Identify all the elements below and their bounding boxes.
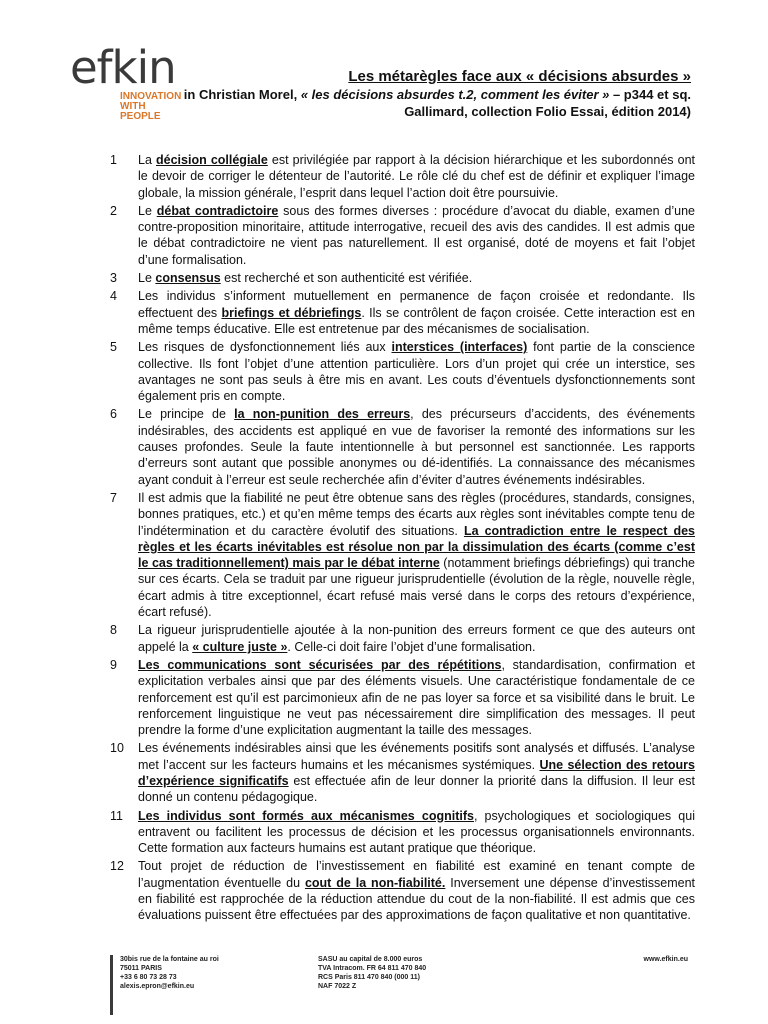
rule-text: Le principe de bbox=[138, 407, 235, 422]
rule-number: 1 bbox=[110, 153, 117, 167]
footer-line: RCS Paris 811 470 840 (000 11) bbox=[318, 974, 420, 981]
rule-text: font partie de la conscience collective. Ils font l’objet d’une attention particulière. Lors d’un projet qui crée un interstice, ses avantages ne sont pas seuls à être mis en avant. Les couts d’éventuels dysfonctionnements sont également pris en compte. bbox=[138, 340, 695, 404]
rule-keyword: « culture juste » bbox=[192, 639, 288, 654]
publisher-line: Gallimard, collection Folio Essai, édition 2014) bbox=[404, 104, 691, 119]
rule-text: , psychologiques et sociologiques qui entravent ou facilitent les processus de décision et les processus organisationnels environnants. Cette formation aux facteurs humains est autant pratique que théorique. bbox=[138, 808, 695, 856]
rule-text: est recherché et son authenticité est vérifiée. bbox=[220, 271, 473, 286]
footer-line: +33 6 80 73 28 73 bbox=[120, 974, 177, 981]
rule-number: 9 bbox=[110, 657, 117, 672]
footer-email: alexis.epron@efkin.eu bbox=[120, 983, 195, 990]
rule-text: La bbox=[138, 153, 157, 167]
rule-item bbox=[110, 657, 695, 738]
rule-keyword: consensus bbox=[155, 271, 221, 286]
logo-tagline-line: INNOVATION bbox=[120, 91, 182, 102]
rule-number: 10 bbox=[110, 741, 124, 756]
rule-text: . Celle-ci doit faire l’objet d’une formalisation. bbox=[287, 639, 536, 654]
rule-text: Les risques de dysfonctionnement liés aux bbox=[138, 340, 392, 355]
rule-item bbox=[110, 288, 695, 337]
rule-keyword: cout de la non-fiabilité. bbox=[304, 875, 446, 890]
rule-keyword: la non-punition des erreurs bbox=[234, 407, 411, 422]
rule-keyword: Les individus sont formés aux mécanismes cognitifs bbox=[138, 808, 474, 823]
rule-number: 8 bbox=[110, 623, 117, 638]
reference-prefix: in Christian Morel, bbox=[183, 87, 301, 102]
rule-item bbox=[110, 490, 695, 620]
rule-text: (notamment briefings débriefings) qui tranche sur ces écarts. Cela se traduit par une rigueur jurisprudentielle (évolution de la règle, nouvelle règle, écart admis à titre exceptionnel, écart refusé mais versé dans le corps des retours d’expérience, écart refusé). bbox=[138, 556, 695, 620]
rule-keyword: Les communications sont sécurisées par des répétitions bbox=[138, 657, 502, 672]
rule-item bbox=[110, 152, 695, 201]
reference-book-title: « les décisions absurdes t.2, comment les éviter » bbox=[300, 87, 610, 102]
rule-item bbox=[110, 203, 695, 268]
rule-item bbox=[110, 406, 695, 487]
footer-line: 75011 PARIS bbox=[120, 965, 162, 972]
logo-tagline-line: WITH bbox=[120, 101, 146, 112]
reference-line bbox=[184, 86, 691, 103]
rule-number: 2 bbox=[110, 203, 117, 218]
rule-text: Tout projet de réduction de l’investissement en fiabilité est examiné en tenant compte de l’augmentation éventuelle du bbox=[138, 859, 695, 890]
rule-text: Les événements indésirables ainsi que les événements positifs sont analysés et diffusés. L’analyse met l’accent sur les facteurs humains et les mécanismes systémiques. bbox=[138, 741, 695, 772]
rule-number: 3 bbox=[110, 271, 117, 286]
logo-wordmark: efkin bbox=[70, 41, 176, 94]
rule-text: Le bbox=[138, 203, 157, 218]
footer-website: www.efkin.eu bbox=[643, 956, 688, 963]
rule-text: La rigueur jurisprudentielle ajoutée à la non-punition des erreurs forment ce que des auteurs ont appelé la bbox=[138, 623, 695, 654]
rule-keyword: débat contradictoire bbox=[156, 203, 279, 218]
footer-line: NAF 7022 Z bbox=[318, 983, 357, 990]
rule-text: . Ils se contrôlent de façon croisée. Cette interaction est en même temps éducative. Elle est entretenue par des mécanismes de socialisation. bbox=[138, 305, 695, 336]
page-footer bbox=[110, 955, 708, 1015]
footer-line: SASU au capital de 8.000 euros bbox=[318, 956, 423, 963]
metarules-list bbox=[110, 152, 695, 926]
rule-number: 12 bbox=[110, 859, 124, 874]
footer-line: TVA Intracom. FR 64 811 470 840 bbox=[318, 965, 427, 972]
rule-text: est privilégiée par rapport à la décision hiérarchique et les subordonnés ont le devoir de corriger le détenteur de l’autorité. Le rôle clé du chef est de définir et expliquer l’image globale, la mission générale, l’esprit dans lequel l’action doit être poursuivie. bbox=[138, 153, 695, 200]
rule-item bbox=[110, 270, 695, 286]
rule-text: est effectuée afin de leur donner la priorité dans la diffusion. Il leur est donné un contenu pédagogique. bbox=[138, 773, 695, 805]
rule-text: , des précurseurs d’accidents, des événements indésirables, des accidents est appliqué en vue de favoriser la remonté des informations sur les causes profondes. Seule la faute intentionnelle à but personnel est sanctionnée. Les rapports d’erreurs sont autant que possible anonymes ou dé-identifiés. La connaissance des mécanismes ayant conduit à l’erreur est seule recherchée afin d’éviter d’autres événements indésirables. bbox=[138, 407, 695, 487]
logo-tagline-line: PEOPLE bbox=[120, 111, 161, 122]
rule-keyword: Une sélection des retours d’expérience significatifs bbox=[138, 757, 696, 788]
rule-number: 7 bbox=[110, 490, 117, 505]
rule-keyword: interstices (interfaces) bbox=[391, 340, 528, 355]
rule-item bbox=[110, 740, 695, 805]
rule-text: Le bbox=[138, 271, 156, 286]
rule-keyword: briefings et débriefings bbox=[221, 305, 362, 320]
rule-text: sous des formes diverses : procédure d’avocat du diable, examen d’une contre-proposition minoritaire, attitude interrogative, recueil des avis des candides. Il est admis que le débat contradictoire ne vient pas naturellement. Il est organisé, doté de moyens et fait l’objet d’une formalisation. bbox=[138, 203, 695, 267]
rule-item bbox=[110, 339, 695, 404]
rule-number: 6 bbox=[110, 407, 117, 422]
rule-number: 11 bbox=[110, 808, 123, 823]
footer-address bbox=[120, 955, 280, 991]
rule-number: 5 bbox=[110, 340, 117, 355]
rule-keyword: décision collégiale bbox=[156, 153, 268, 167]
rule-item bbox=[110, 622, 695, 655]
document-header bbox=[184, 68, 691, 120]
rule-text: Inversement une dépense d’investissement en fiabilité est rapprochée de la réduction attendue du cout de la non-fiabilité. Il est admis que ces évaluations puissent être effectuées par des approximations de façon qualitative et non quantitative. bbox=[138, 875, 696, 923]
footer-bar bbox=[110, 955, 113, 1015]
rule-item bbox=[110, 858, 695, 923]
document-title: Les métarègles face aux « décisions absurdes » bbox=[348, 68, 691, 85]
rule-number: 4 bbox=[110, 289, 117, 304]
rule-text: Les individus s’informent mutuellement en permanence de façon croisée et redondante. Ils effectuent des bbox=[138, 289, 695, 320]
footer-line: 30bis rue de la fontaine au roi bbox=[120, 956, 219, 963]
rule-item bbox=[110, 808, 695, 857]
reference-pages: – p344 et sq. bbox=[609, 87, 691, 102]
rule-keyword: La contradiction entre le respect des règles et les écarts inévitables est résolue non par la dissimulation des écarts (comme c’est le cas traditionnellement) mais par le débat interne bbox=[138, 523, 696, 571]
rule-text: Il est admis que la fiabilité ne peut être obtenue sans des règles (procédures, standards, consignes, bonnes pratiques, etc.) et qu’en même temps des écarts aux règles sont inévitables compte tenu de l’indétermination et du caractère évolutif des situations. bbox=[138, 490, 695, 538]
footer-legal bbox=[318, 955, 478, 991]
rule-text: , standardisation, confirmation et explicitation verbales ainsi que par des éléments visuels. Une caractéristique fondamentale de ce renforcement est qu’il est parcimonieux afin de ne pas loyer sa force et sa visibilité dans le bruit. Le renforcement linguistique ne veut pas nécessairement dire simplification des messages. Il peut prendre la forme d’une explicitation augmentant la taille des messages. bbox=[138, 657, 695, 738]
